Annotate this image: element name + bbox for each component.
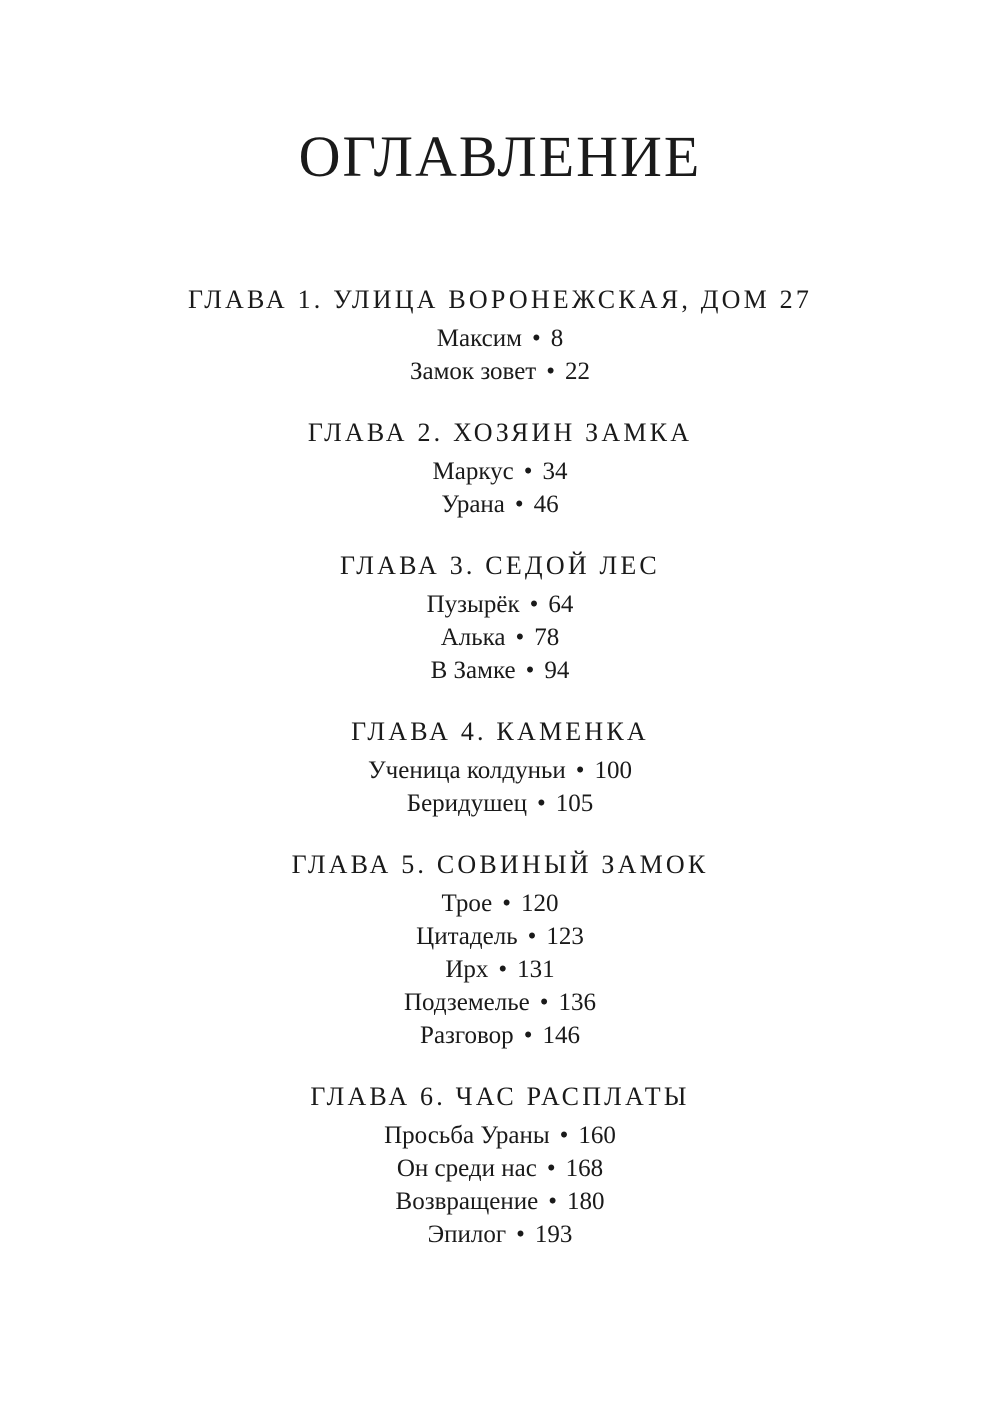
toc-entry[interactable] — [0, 322, 1000, 355]
entry-page-number: 94 — [544, 657, 570, 684]
chapter-section — [0, 843, 1000, 1052]
entry-page-number: 123 — [546, 923, 584, 950]
chapter-heading: ГЛАВА 1. УЛИЦА ВОРОНЕЖСКАЯ, ДОМ 27 — [187, 285, 813, 314]
bullet-separator: • — [529, 591, 539, 618]
entry-title: Разговор — [420, 1022, 514, 1049]
entry-page-number: 120 — [521, 890, 559, 917]
chapter-entries — [0, 588, 1000, 687]
entry-title: Просьба Ураны — [384, 1122, 550, 1149]
entry-page-number: 131 — [517, 956, 555, 983]
toc-entry[interactable] — [0, 920, 1000, 953]
entry-title: Ученица колдуньи — [367, 757, 566, 784]
bullet-separator: • — [498, 956, 508, 983]
chapter-heading: ГЛАВА 6. ЧАС РАСПЛАТЫ — [310, 1082, 690, 1111]
bullet-separator: • — [525, 657, 535, 684]
toc-entry[interactable] — [0, 1218, 1000, 1251]
entry-page-number: 105 — [555, 790, 594, 817]
toc-entry[interactable] — [0, 986, 1000, 1019]
toc-entry[interactable] — [0, 488, 1000, 521]
toc-entry[interactable] — [0, 754, 1000, 787]
page-title: ОГЛАВЛЕНИЕ — [298, 124, 702, 189]
entry-title: Пузырёк — [426, 591, 520, 618]
bullet-separator: • — [515, 624, 525, 651]
entry-title: Эпилог — [427, 1221, 507, 1248]
entry-page-number: 22 — [565, 358, 590, 385]
entry-page-number: 34 — [542, 458, 568, 485]
entry-title: Алька — [440, 624, 506, 651]
chapter-entries — [0, 322, 1000, 388]
chapter-section — [0, 278, 1000, 388]
bullet-separator: • — [523, 458, 533, 485]
chapter-heading: ГЛАВА 5. СОВИНЫЙ ЗАМОК — [291, 850, 709, 879]
entry-title: Максим — [436, 325, 522, 352]
entry-title: Возвращение — [395, 1188, 539, 1215]
toc-entry[interactable] — [0, 355, 1000, 388]
entry-page-number: 100 — [594, 757, 633, 784]
toc-entry[interactable] — [0, 1019, 1000, 1052]
chapter-section — [0, 411, 1000, 521]
toc-entry[interactable] — [0, 953, 1000, 986]
bullet-separator: • — [559, 1122, 569, 1149]
entry-title: Он среди нас — [396, 1155, 537, 1182]
toc-entry[interactable] — [0, 1185, 1000, 1218]
bullet-separator: • — [546, 1155, 556, 1182]
toc-entry[interactable] — [0, 455, 1000, 488]
chapter-section — [0, 710, 1000, 820]
bullet-separator: • — [546, 358, 555, 385]
chapter-entries — [0, 887, 1000, 1052]
entry-title: В Замке — [430, 657, 516, 684]
chapter-entries — [0, 1119, 1000, 1251]
entry-title: Цитадель — [416, 923, 518, 950]
entry-page-number: 168 — [565, 1155, 604, 1182]
entry-title: Трое — [441, 890, 493, 917]
chapter-section — [0, 1075, 1000, 1251]
bullet-separator: • — [523, 1022, 533, 1049]
entry-title: Замок зовет — [409, 358, 537, 385]
table-of-contents — [0, 278, 1000, 1274]
bullet-separator: • — [548, 1188, 557, 1215]
toc-entry[interactable] — [0, 787, 1000, 820]
entry-page-number: 8 — [550, 325, 564, 352]
bullet-separator: • — [575, 757, 585, 784]
chapter-heading: ГЛАВА 4. КАМЕНКА — [351, 717, 649, 746]
toc-entry[interactable] — [0, 621, 1000, 654]
entry-page-number: 136 — [558, 989, 596, 1016]
entry-title: Ирх — [445, 956, 489, 983]
chapter-section — [0, 544, 1000, 687]
bullet-separator: • — [527, 923, 537, 950]
chapter-heading: ГЛАВА 3. СЕДОЙ ЛЕС — [340, 551, 660, 580]
toc-entry[interactable] — [0, 654, 1000, 687]
chapter-entries — [0, 754, 1000, 820]
entry-page-number: 193 — [534, 1221, 573, 1248]
toc-entry[interactable] — [0, 588, 1000, 621]
bullet-separator: • — [516, 1221, 525, 1248]
entry-page-number: 160 — [578, 1122, 616, 1149]
entry-title: Маркус — [432, 458, 514, 485]
chapter-heading: ГЛАВА 2. ХОЗЯИН ЗАМКА — [307, 418, 693, 447]
bullet-separator: • — [531, 325, 541, 352]
bullet-separator: • — [502, 890, 511, 917]
bullet-separator: • — [539, 989, 549, 1016]
bullet-separator: • — [514, 491, 524, 518]
toc-entry[interactable] — [0, 1119, 1000, 1152]
toc-entry[interactable] — [0, 887, 1000, 920]
entry-title: Беридушец — [406, 790, 527, 817]
entry-page-number: 64 — [548, 591, 574, 618]
entry-title: Подземелье — [404, 989, 530, 1016]
entry-page-number: 46 — [533, 491, 559, 518]
toc-entry[interactable] — [0, 1152, 1000, 1185]
entry-page-number: 180 — [566, 1188, 605, 1215]
entry-page-number: 78 — [534, 624, 560, 651]
entry-page-number: 146 — [542, 1022, 580, 1049]
bullet-separator: • — [537, 790, 546, 817]
entry-title: Урана — [441, 491, 505, 518]
chapter-entries — [0, 455, 1000, 521]
